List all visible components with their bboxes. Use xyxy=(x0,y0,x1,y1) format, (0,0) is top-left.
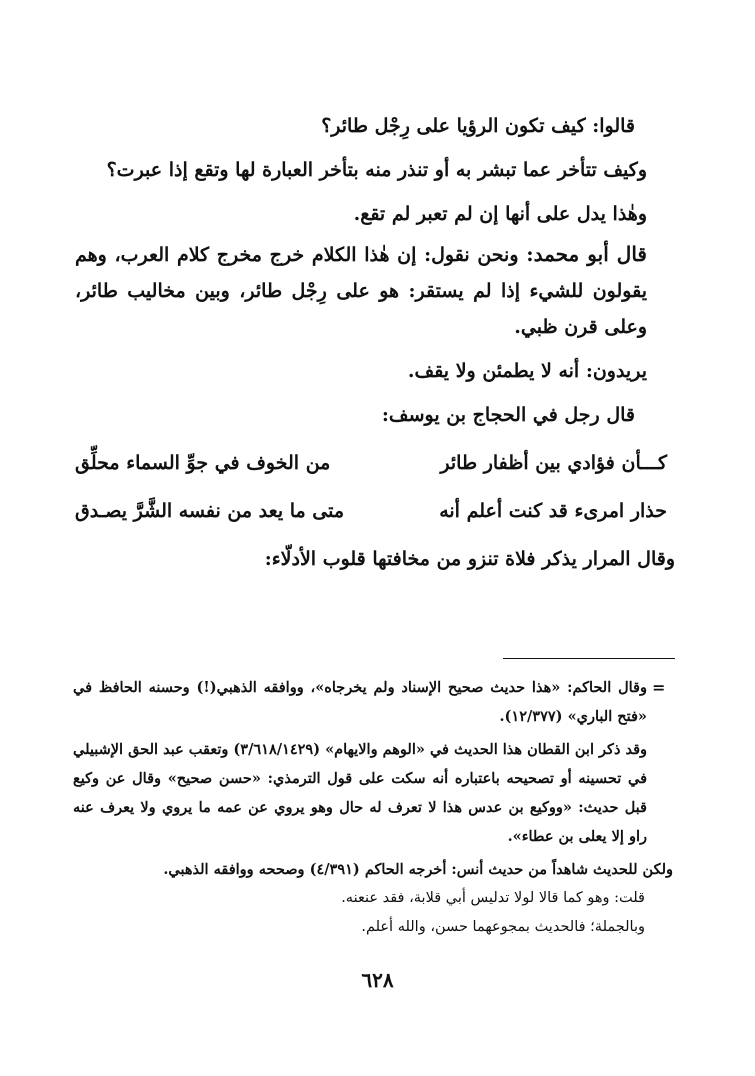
footnote: وقد ذكر ابن القطان هذا الحديث في «الوهم والايهام» (٣/٦١٨/١٤٢٩) وتعقب عبد الحق الإشبيلي في تحسينه أو تصحيحه باعتباره أنه سكت على قول الترمذي: «حسن صحيح» وقال عن وكيع قبل حديث: «ووكيع بن عدس هذا لا تعرف له حال وهو يروي عن عمه ما يروي ولا يعرف عنه راو إلا يعلى بن عطاء». xyxy=(73,741,647,845)
footnote: وبالجملة؛ فالحديث بمجوعهما حسن، والله أعلم. xyxy=(361,919,645,935)
footnotes xyxy=(73,673,673,942)
paragraph: قال رجل في الحجاج بن يوسف: xyxy=(381,404,635,426)
page-number: ٦٢٨ xyxy=(361,968,394,992)
author-name: قال أبو محمد: xyxy=(526,242,647,266)
verse-line xyxy=(75,441,675,485)
continuation-mark: = xyxy=(652,678,666,697)
verse-hemistich: كـــأن فؤادي بين أظفار طائر xyxy=(440,452,667,474)
footnote-separator xyxy=(503,658,675,659)
paragraph: وقال المرار يذكر فلاة تنزو من مخافتها قلوب الأدلّاء: xyxy=(264,548,675,570)
verse-line xyxy=(75,489,675,533)
verse-hemistich: متى ما يعد من نفسه الشَّرَّ يصـدق xyxy=(75,500,345,522)
footnote: وقال الحاكم: «هذا حديث صحيح الإسناد ولم يخرجاه»، ووافقه الذهبي(!) وحسنه الحافظ في «فتح الباري» (١٢/٣٧٧). xyxy=(73,679,647,725)
verse-hemistich: من الخوف في جوِّ السماء محلِّق xyxy=(75,452,331,474)
main-text xyxy=(75,104,675,581)
paragraph: قالوا: كيف تكون الرؤيا على رِجْل طائر؟ xyxy=(321,115,635,137)
footnote: قلت: وهو كما قالا لولا تدليس أبي قلابة، فقد عنعنه. xyxy=(341,890,645,906)
paragraph-text: ونحن نقول: إن هٰذا الكلام خرج مخرج كلام العرب، وهم يقولون للشيء إذا لم يستقر: هو على رِجْل طائر، وبين مخاليب طائر، وعلى قرن ظبي. xyxy=(75,244,647,338)
paragraph xyxy=(75,236,675,345)
paragraph: وكيف تتأخر عما تبشر به أو تنذر منه بتأخر العبارة لها وتقع إذا عبرت؟ xyxy=(106,159,647,181)
footnote: ولكن للحديث شاهداً من حديث أنس: أخرجه الحاكم (٤/٣٩١) وصححه ووافقه الذهبي. xyxy=(163,861,673,878)
paragraph: وهٰذا يدل على أنها إن لم تعبر لم تقع. xyxy=(353,203,647,225)
verse-hemistich: حذار امرىء قد كنت أعلم أنه xyxy=(439,500,667,522)
paragraph: يريدون: أنه لا يطمئن ولا يقف. xyxy=(407,360,647,382)
